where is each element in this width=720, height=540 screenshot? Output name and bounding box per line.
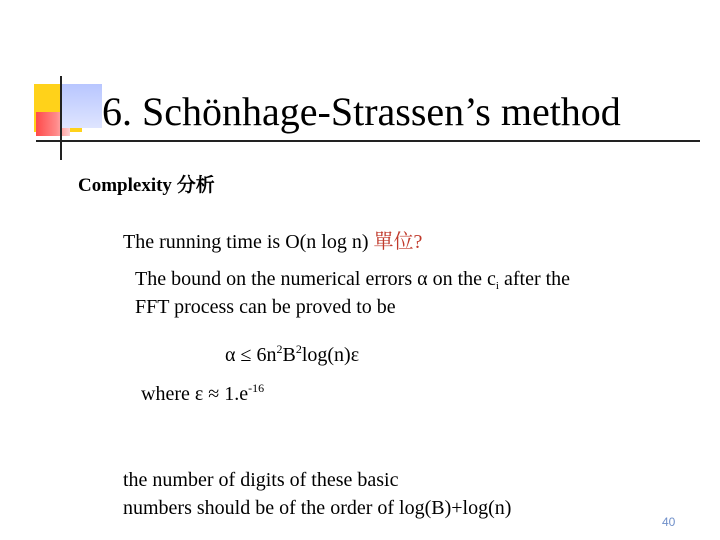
- title-underline: [36, 140, 700, 142]
- bound-line-1-before: The bound on the numerical errors α on the c: [135, 268, 496, 290]
- epsilon-base: where ε ≈ 1.e: [141, 383, 249, 405]
- heading-cjk: 分析: [176, 175, 215, 196]
- formula-part-3: log(n)ε: [301, 344, 360, 366]
- formula-part-2: B: [282, 344, 296, 366]
- formula-exponent-1: 2: [276, 342, 283, 356]
- decorative-vertical-line: [60, 76, 62, 160]
- running-time-text: The running time is O(n log n): [123, 231, 374, 253]
- page-number: 40: [662, 515, 676, 529]
- error-formula: [225, 341, 359, 369]
- epsilon-exponent: -16: [248, 381, 265, 395]
- slide-title: 6. Schönhage-Strassen’s method: [102, 89, 621, 134]
- digits-line-2: numbers should be of the order of log(B)+log(n): [123, 497, 512, 519]
- bound-line-2: FFT process can be proved to be: [135, 296, 396, 318]
- formula-part-1: α ≤ 6n: [225, 344, 277, 366]
- bound-subscript: i: [495, 280, 499, 292]
- running-time-line: [123, 228, 422, 256]
- epsilon-definition: [141, 380, 264, 408]
- heading-text: Complexity: [78, 175, 177, 196]
- section-heading: [78, 172, 215, 200]
- running-time-cjk: 單位?: [373, 231, 423, 253]
- formula-exponent-2: 2: [295, 342, 302, 356]
- bound-line-1-after: after the: [498, 268, 571, 290]
- decorative-blue-square: [62, 84, 102, 128]
- digits-line-1: the number of digits of these basic: [123, 469, 399, 491]
